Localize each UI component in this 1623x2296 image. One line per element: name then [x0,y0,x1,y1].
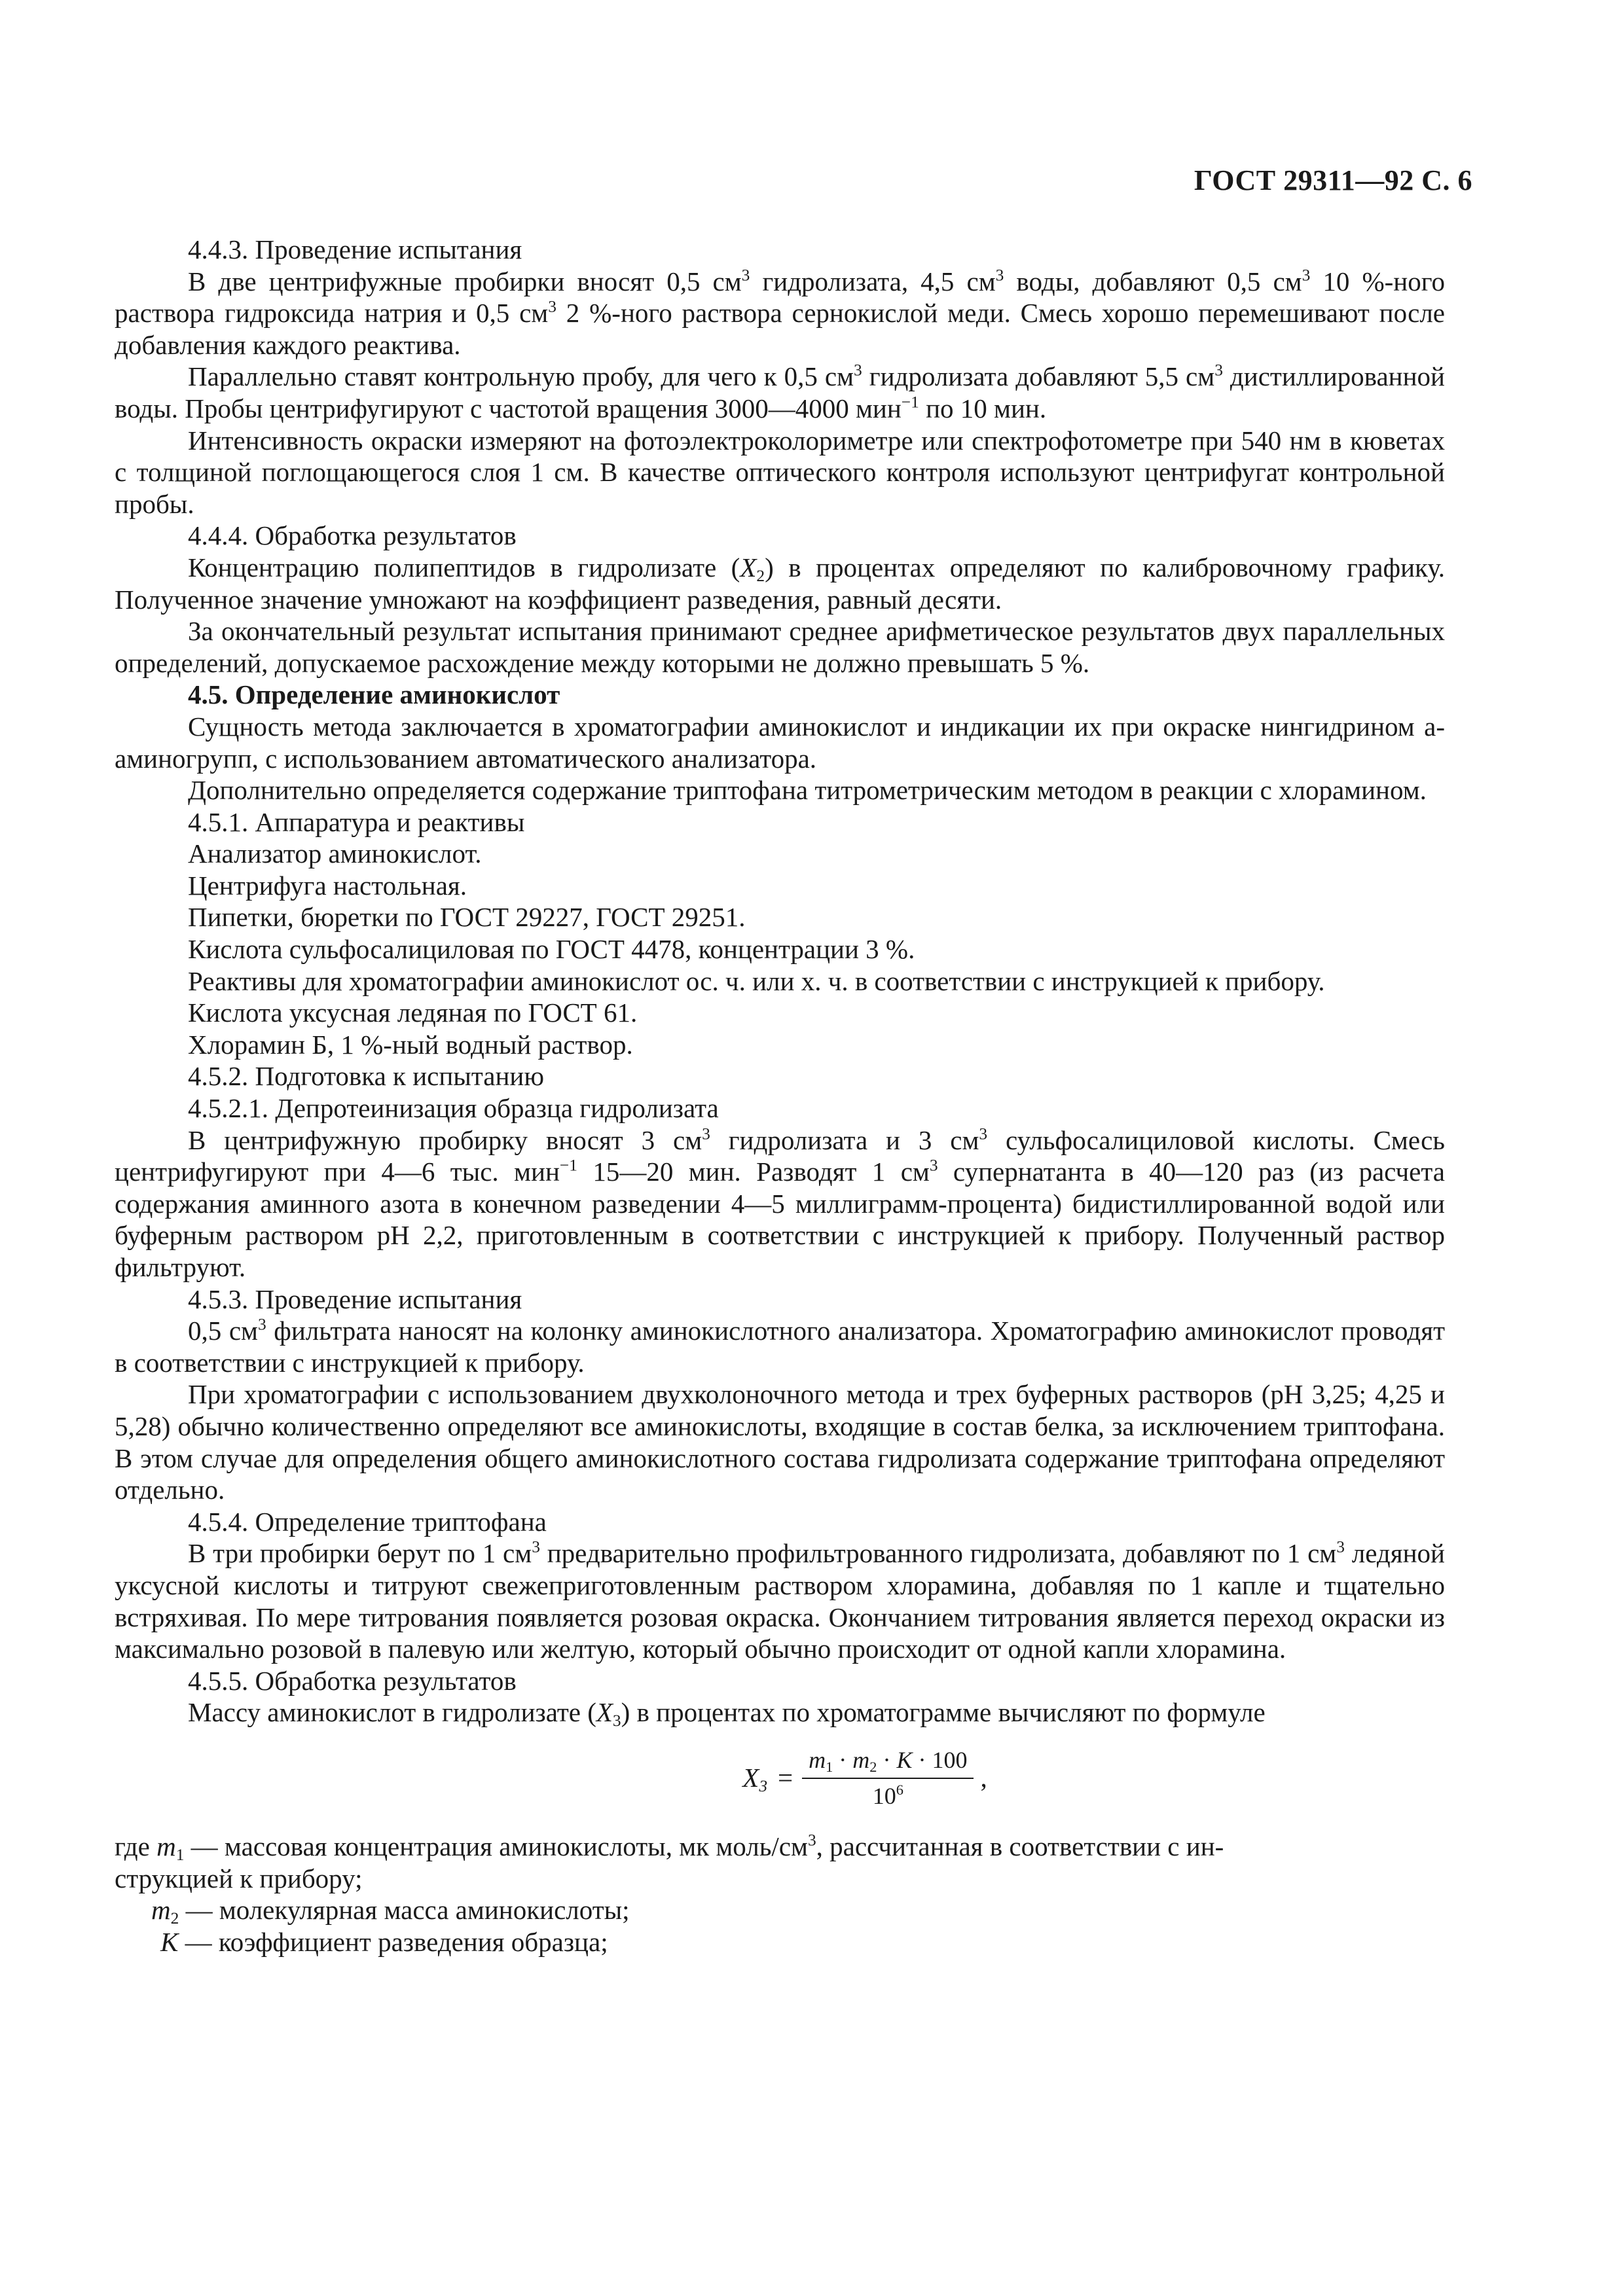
paragraph: Интенсивность окраски измеряют на фотоэлектроколориметре или спектрофотометре при 540 нм в кюветах с толщиной поглощающегося слоя 1 см. В качестве оптического контроля используют центрифугат контрольной пробы. [115,425,1445,519]
reagent-item: Хлорамин Б, 1 %-ный водный раствор. [188,1029,633,1060]
paragraph: Параллельно ставят контрольную пробу, для чего к 0,5 $см^3$ гидролизата добавляют 5,5 $см^3$ дистиллированной воды. Пробы центрифугируют с частотой вращения 3000—4000 мин$^{-1}$ по 10 мин. [115,361,1445,423]
reagent-item: Пипетки, бюретки по ГОСТ 29227, ГОСТ 29251. [188,902,746,933]
paragraph: Дополнительно определяется содержание триптофана титрометрическим методом в реакции с хлорамином. [188,775,1427,806]
paragraph: 0,5 $см^3$ фильтрата наносят на колонку аминокислотного анализатора. Хроматографию аминокислот проводят в соответствии с инструкцией к прибору. [115,1315,1445,1378]
reagent-item: Кислота сульфосалициловая по ГОСТ 4478, концентрации 3 %. [188,934,915,965]
section-heading: 4.5.5. Обработка результатов [188,1665,517,1696]
page-header: ГОСТ 29311—92 С. 6 [1194,164,1472,196]
reagent-item: Центрифуга настольная. [188,870,467,901]
definition-item: где $m_1$ — массовая концентрация аминокислоты, мк моль/$см^3$, рассчитанная в соответствии с ин- [115,1831,1224,1865]
section-heading: 4.5.3. Проведение испытания [188,1283,522,1314]
paragraph: Массу аминокислот в гидролизате $(X_3)$ в процентах по хроматограмме вычисляют по формуле [188,1697,1266,1731]
reagent-item: Кислота уксусная ледяная по ГОСТ 61. [188,997,638,1028]
definition-continuation: струкцией к прибору; [115,1863,363,1893]
definition-item: $m_2$ — молекулярная масса аминокислоты; [151,1895,630,1928]
formula-fraction [802,1745,974,1810]
paragraph: Сущность метода заключается в хроматографии аминокислот и индикации их при окраске нингидрином а-аминогрупп, с использованием автоматического анализатора. [115,711,1445,774]
paragraph: В три пробирки берут по 1 $см^3$ предварительно профильтрованного гидролизата, добавляют по 1 $см^3$ ледяной уксусной кислоты и титруют свежеприготовленным раствором хлорамина, добавляя по 1 капле и тщательно встряхивая. По мере титрования появляется розовая окраска. Окончанием титрования является переход окраски из максимально розовой в палевую или желтую, который обычно происходит от одной капли хлорамина. [115,1537,1445,1664]
section-heading: 4.4.4. Обработка результатов [188,520,517,551]
paragraph: В две центрифужные пробирки вносят 0,5 $см^3$ гидролизата, 4,5 $см^3$ воды, добавляют 0,5 $см^3$ 10 %-ного раствора гидроксида натрия и 0,5 $см^3$ 2 %-ного раствора сернокислой меди. Смесь хорошо перемешивают после добавления каждого реактива. [115,265,1446,360]
section-heading: 4.5.2. Подготовка к испытанию [188,1061,544,1092]
paragraph: При хроматографии с использованием двухколоночного метода и трех буферных растворов (рН 3,25; 4,25 и 5,28) обычно количественно определяют все аминокислоты, входящие в состав белка, за исключением триптофана. В этом случае для определения общего аминокислотного состава гидролизата содержание триптофана определяют отдельно. [115,1379,1445,1505]
formula [115,1729,1445,1827]
formula-lhs: $X_3$ [742,1762,768,1795]
reagent-item: Реактивы для хроматографии аминокислот ос. ч. или х. ч. в соответствии с инструкцией к прибору. [188,965,1325,996]
formula-numerator: $m_1 \cdot m_2 \cdot K \cdot 100$ [802,1745,974,1779]
definition-item: K — коэффициент разведения образца; [160,1926,608,1957]
formula-comma: , [980,1762,987,1793]
definitions-list [115,1831,1445,1958]
paragraph: Концентрацию полипептидов в гидролизате $(X_2)$ в процентах определяют по калибровочному графику. Полученное значение умножают на коэффициент разведения, равный десяти. [115,552,1445,615]
formula-denominator: $10^6$ [872,1782,903,1809]
section-heading: 4.4.3. Проведение испытания [188,234,522,264]
section-heading: 4.5.1. Аппаратура и реактивы [188,806,525,837]
formula-equals: = [778,1762,793,1793]
document-body [115,234,1445,1958]
section-heading: 4.5.4. Определение триптофана [188,1506,547,1537]
section-heading-bold: 4.5. Определение аминокислот [188,679,560,710]
paragraph: За окончательный результат испытания принимают среднее арифметическое результатов двух параллельных определений, допускаемое расхождение между которыми не должно превышать 5 %. [115,616,1445,678]
paragraph: В центрифужную пробирку вносят 3 $см^3$ гидролизата и 3 $см^3$ сульфосалициловой кислоты. Смесь центрифугируют при 4—6 тыс. мин$^{-1}$ 15—20 мин. Разводят 1 $см^3$ супернатанта в 40—120 раз (из расчета содержания аминного азота в конечном разведении 4—5 миллиграмм-процента) бидистиллированной водой или буферным раствором рН 2,2, приготовленным в соответствии с инструкцией к прибору. Полученный раствор фильтруют. [115,1124,1445,1282]
section-heading: 4.5.2.1. Депротеинизация образца гидролизата [188,1093,719,1124]
reagent-item: Анализатор аминокислот. [188,838,482,869]
